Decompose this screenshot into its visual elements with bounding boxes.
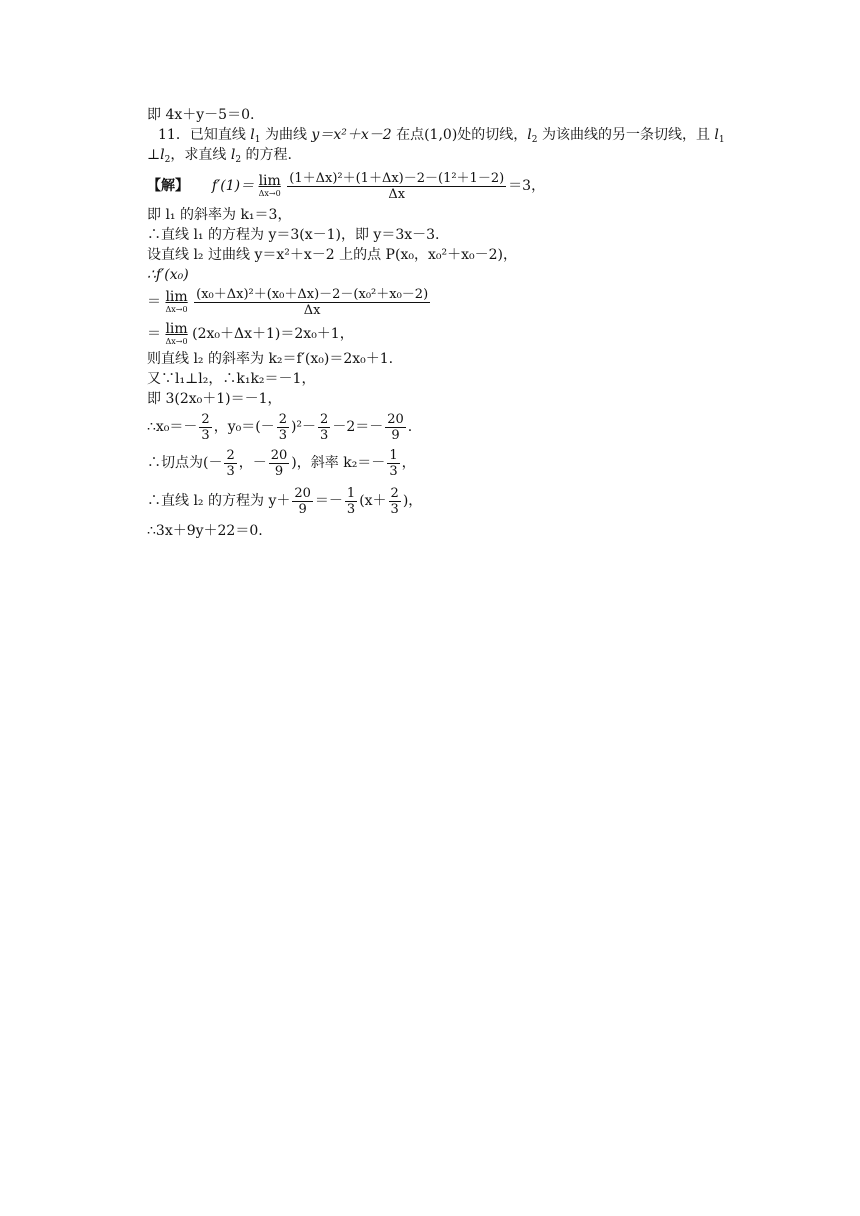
tangent-point-tail: )，斜率 k₂＝－ (291, 455, 386, 471)
slope-l2-line (147, 350, 393, 368)
equation-l2-mid: ＝－ (314, 493, 343, 509)
point-p-line (147, 246, 517, 264)
y0-tail: －2＝－ (332, 419, 384, 435)
perpendicular-line (147, 370, 315, 388)
y0-end: . (407, 419, 413, 435)
question-text: 为该曲线的另一条切线，且 (537, 127, 715, 143)
equation-l2-line (147, 484, 422, 518)
perp-symbol: ⊥ (147, 147, 161, 163)
limit-2-result: (2x₀＋Δx＋1)＝2x₀＋1， (192, 326, 354, 342)
question-11-line-2: $\perp l_2$，求直线 $l_2$ 的方程. (147, 147, 292, 165)
symbol-l2: l (527, 127, 532, 143)
derivative-at-1: f′(1)＝ (211, 178, 255, 194)
fraction: $\frac{2}{3}$ (320, 411, 329, 443)
equation-l2-prefix: ∴直线 l₂ 的方程为 y＋ (147, 493, 291, 509)
slope-l2-text: 则直线 l₂ 的斜率为 k₂＝f′(x₀)＝2x₀＋1. (147, 351, 394, 367)
question-text: 在点(1,0)处的切线， (391, 127, 528, 143)
difference-quotient-2: $\frac{\text{(x₀＋Δx)²＋(x₀＋Δx)－2－(x₀²＋x₀－2)}}{\Delta x}$ (196, 286, 429, 318)
y0-prefix: ，y₀＝(－ (213, 419, 275, 435)
text-line-conclusion (147, 106, 254, 124)
equals-sign: ＝ (147, 326, 161, 342)
solution-label: 【解】 (147, 178, 189, 194)
y0-mid: )²－ (290, 419, 317, 435)
tangent-point-mid: ，－ (238, 455, 267, 471)
tangent-point-line (147, 446, 416, 480)
x0-y0-line (147, 410, 412, 444)
solve-x0-text: 即 3(2x₀＋1)＝－1， (147, 391, 282, 407)
fraction: $\frac{1}{3}$ (389, 447, 398, 479)
final-answer-line (147, 522, 263, 540)
difference-quotient-1: $\frac{\text{(1＋Δx)²＋(1＋Δx)－2－(1²＋1－2)}}{\Delta x}$ (289, 170, 505, 202)
limit-line-3 (147, 322, 354, 346)
curve-equation: y＝x²＋x－2 (311, 127, 392, 143)
derivative-x0-text: ∴f′(x₀) (147, 267, 189, 283)
question-text: 为曲线 (260, 127, 312, 143)
limit-result: ＝3， (508, 178, 546, 194)
limit-operator: lim Δx→0 (165, 289, 188, 314)
point-p-text: 设直线 l₂ 过曲线 y＝x²＋x－2 上的点 P(x₀，x₀²＋x₀－2)， (147, 247, 517, 263)
fraction: $\frac{1}{3}$ (346, 485, 356, 517)
conclusion-text: 即 4x＋y－5＝0. (147, 107, 255, 123)
fraction: $\frac{2}{3}$ (226, 447, 235, 479)
limit-operator: lim Δx→0 (258, 173, 281, 198)
fraction: $\frac{2}{3}$ (278, 411, 287, 443)
solve-x0-line (147, 390, 282, 408)
tangent-point-end: ， (401, 455, 416, 471)
equation-l1-text: ∴直线 l₁ 的方程为 y＝3(x－1)，即 y＝3x－3. (147, 227, 440, 243)
limit-line-2 (147, 284, 432, 320)
final-answer-text: ∴3x＋9y＋22＝0. (147, 523, 263, 539)
question-text: 的方程. (241, 147, 292, 163)
question-number: 11． (158, 127, 190, 143)
equation-l1-line (147, 226, 440, 244)
fraction: $\frac{20}{9}$ (270, 447, 288, 479)
question-text: 已知直线 (189, 127, 251, 143)
perpendicular-text: 又∵l₁⊥l₂，∴k₁k₂＝－1， (147, 371, 316, 387)
fraction: $\frac{2}{3}$ (390, 485, 399, 517)
solution-first-line (147, 168, 545, 204)
x0-prefix: ∴x₀＝－ (147, 419, 198, 435)
equation-l2-end: )， (402, 493, 423, 509)
tangent-point-prefix: ∴切点为(－ (147, 455, 223, 471)
symbol-l1: l (250, 127, 255, 143)
fraction: $\frac{20}{9}$ (294, 485, 311, 517)
slope-l1-text: 即 l₁ 的斜率为 k₁＝3， (147, 207, 292, 223)
slope-l1-line (147, 206, 291, 224)
fraction: $\frac{20}{9}$ (387, 411, 404, 443)
question-text: ，求直线 (170, 147, 231, 163)
equation-l2-mid2: (x＋ (359, 493, 387, 509)
fraction: $\frac{2}{3}$ (201, 411, 210, 443)
equals-sign: ＝ (147, 294, 161, 310)
question-11-line-1: 11．已知直线 $l_1$ 为曲线 y＝x²＋x－2 在点(1,0)处的切线，$l_2$ 为该曲线的另一条切线，且 $l_1$ (158, 127, 725, 145)
derivative-x0-line (147, 266, 189, 284)
limit-operator: lim Δx→0 (165, 321, 188, 346)
